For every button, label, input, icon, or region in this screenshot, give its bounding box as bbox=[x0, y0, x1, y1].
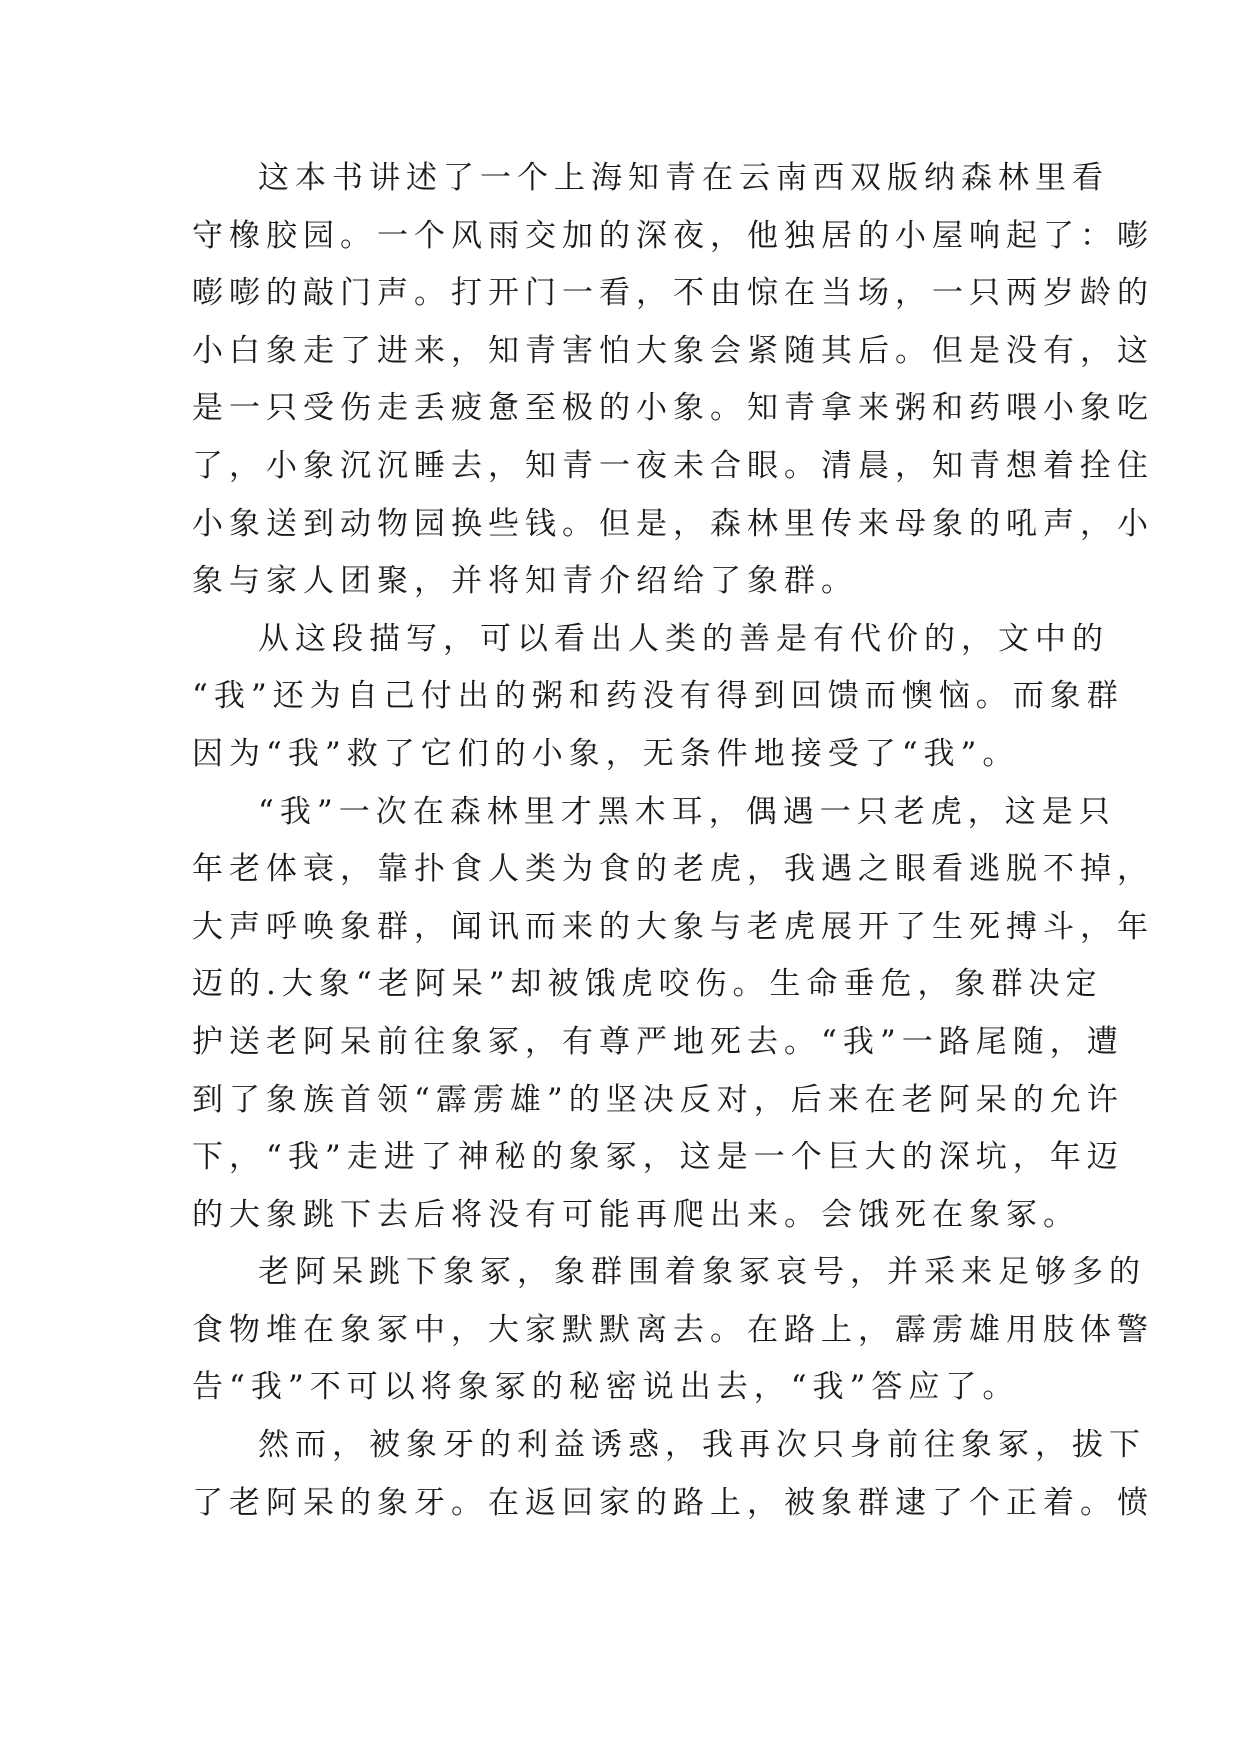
paragraph-1-line: 是一只受伤走丢疲惫至极的小象。知青拿来粥和药喂小象吃 bbox=[192, 390, 1154, 427]
paragraph-2-line: “我”还为自己付出的粥和药没有得到回馈而懊恼。而象群 bbox=[192, 678, 1124, 715]
paragraph-1-line: 小象送到动物园换些钱。但是，森林里传来母象的吼声，小 bbox=[192, 505, 1154, 542]
paragraph-3-line: 迈的.大象“老阿呆”却被饿虎咬伤。生命垂危，象群决定 bbox=[192, 966, 1103, 1003]
paragraph-1-line: 了，小象沉沉睡去，知青一夜未合眼。清晨，知青想着拴住 bbox=[192, 447, 1154, 484]
paragraph-2-line: 因为“我”救了它们的小象，无条件地接受了“我”。 bbox=[192, 735, 1020, 772]
paragraph-4-line: 食物堆在象冢中，大家默默离去。在路上，霹雳雄用肢体警 bbox=[192, 1311, 1154, 1348]
paragraph-4-line: 告“我”不可以将象冢的秘密说出去，“我”答应了。 bbox=[192, 1369, 1020, 1406]
paragraph-3-line: 年老体衰，靠扑食人类为食的老虎，我遇之眼看逃脱不掉， bbox=[192, 851, 1154, 888]
article-body bbox=[192, 150, 1154, 1532]
paragraph-4-line: 老阿呆跳下象冢，象群围着象冢哀号，并采来足够多的 bbox=[258, 1254, 1146, 1291]
paragraph-3-line: 大声呼唤象群，闻讯而来的大象与老虎展开了生死搏斗，年 bbox=[192, 908, 1154, 945]
paragraph-5-line: 了老阿呆的象牙。在返回家的路上，被象群逮了个正着。愤 bbox=[192, 1484, 1154, 1521]
paragraph-1-line: 嘭嘭的敲门声。打开门一看，不由惊在当场，一只两岁龄的 bbox=[192, 275, 1154, 312]
paragraph-2-line: 从这段描写，可以看出人类的善是有代价的，文中的 bbox=[258, 620, 1109, 657]
paragraph-3-line: 的大象跳下去后将没有可能再爬出来。会饿死在象冢。 bbox=[192, 1196, 1080, 1233]
paragraph-1-line: 守橡胶园。一个风雨交加的深夜，他独居的小屋响起了：嘭 bbox=[192, 217, 1154, 254]
paragraph-3-line: “我”一次在森林里才黑木耳，偶遇一只老虎，这是只 bbox=[258, 793, 1116, 830]
paragraph-3-line: 下，“我”走进了神秘的象冢，这是一个巨大的深坑，年迈 bbox=[192, 1139, 1124, 1176]
paragraph-3-line: 到了象族首领“霹雳雄”的坚决反对，后来在老阿呆的允许 bbox=[192, 1081, 1124, 1118]
paragraph-1-line: 这本书讲述了一个上海知青在云南西双版纳森林里看 bbox=[258, 160, 1109, 196]
paragraph-1-line: 小白象走了进来，知青害怕大象会紧随其后。但是没有，这 bbox=[192, 332, 1154, 369]
paragraph-1-line: 象与家人团聚，并将知青介绍给了象群。 bbox=[192, 563, 858, 600]
paragraph-3-line: 护送老阿呆前往象冢，有尊严地死去。“我”一路尾随，遭 bbox=[192, 1023, 1124, 1060]
paragraph-5-line: 然而，被象牙的利益诱惑，我再次只身前往象冢，拔下 bbox=[258, 1427, 1146, 1464]
